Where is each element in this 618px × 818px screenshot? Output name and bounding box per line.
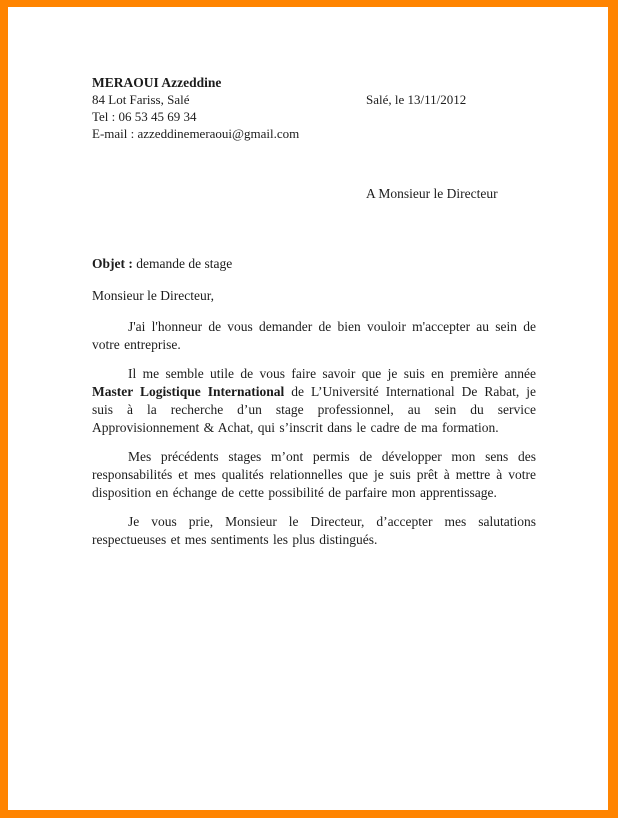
sender-email: E-mail : azzeddinemeraoui@gmail.com	[92, 126, 300, 141]
paragraph-2	[92, 365, 536, 437]
letter-date: Salé, le 13/11/2012	[366, 92, 467, 107]
paragraph-2-text-post: de L’Université International De Rabat, je suis à la recherche d’un stage professionnel, au sein du service Approvisionnement & Achat, qui s’inscrit dans le cadre de ma formation.	[92, 384, 536, 435]
paragraph-1: J'ai l'honneur de vous demander de bien vouloir m'accepter au sein de votre entreprise.	[92, 319, 536, 352]
sender-block	[92, 74, 536, 142]
recipient-line: A Monsieur le Directeur	[366, 186, 498, 201]
sender-phone: Tel : 06 53 45 69 34	[92, 109, 197, 124]
paragraph-4: Je vous prie, Monsieur le Directeur, d’accepter mes salutations respectueuses et mes sentiments les plus distingués.	[92, 514, 536, 547]
subject-label: Objet :	[92, 256, 133, 271]
subject-line	[92, 255, 536, 273]
paragraph-2-bold: Master Logistique International	[92, 384, 285, 399]
sender-name: MERAOUI Azzeddine	[92, 75, 222, 90]
sender-address: 84 Lot Fariss, Salé	[92, 92, 190, 107]
paragraph-2-text-pre: Il me semble utile de vous faire savoir que je suis en première année	[128, 366, 536, 381]
subject-text: demande de stage	[132, 256, 233, 271]
salutation: Monsieur le Directeur,	[92, 288, 215, 303]
paragraph-3: Mes précédents stages m’ont permis de développer mon sens des responsabilités et mes qualités relationnelles que je suis prêt à mettre à votre disposition en échange de cette possibilité de parfaire mon apprentissage.	[92, 449, 536, 500]
